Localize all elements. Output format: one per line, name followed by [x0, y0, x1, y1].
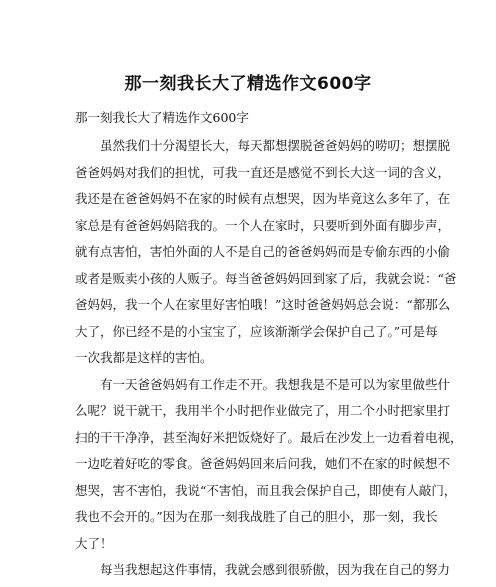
body-line: 有一天爸爸妈妈有工作走不开。我想我是不是可以为家里做些什 — [100, 376, 451, 392]
body-line: 大了！ — [75, 535, 113, 551]
body-line: 爸爸妈妈对我们的担忧，可我一直还是感觉不到长大这一词的含义， — [75, 164, 451, 180]
body-line: 想哭，害不害怕，我说“不害怕，而且我会保护自己，即使有人敲门， — [75, 482, 457, 498]
body-line: 就有点害怕，害怕外面的人不是自己的爸爸妈妈而是专偷东西的小偷 — [75, 244, 451, 259]
body-line: 或者是贩卖小孩的人贩子。每当爸爸妈妈回到家了后，我就会说：“爸 — [75, 270, 457, 286]
body-line: 么呢？说干就干，我用半个小时把作业做完了，用二个小时把家里打 — [75, 403, 451, 418]
body-line: 家总是有爸爸妈妈陪我的。一个人在家时，只要听到外面有脚步声， — [75, 217, 451, 233]
body-line: 虽然我们十分渴望长大，每天都想摆脱爸爸妈妈的唠叨；想摆脱 — [100, 138, 451, 153]
body-line: 每当我想起这件事情，我就会感到很骄傲，因为我在自己的努力 — [100, 562, 451, 577]
document-body — [75, 136, 463, 587]
body-line: 一次我都是这样的害怕。 — [75, 350, 213, 365]
body-line: 大了，你已经不是的小宝宝了，应该渐渐学会保护自己了。”可是每 — [75, 323, 438, 339]
body-line: 一边吃着好吃的零食。爸爸妈妈回来后问我，她们不在家的时候想不 — [75, 456, 451, 471]
document-title: 那一刻我长大了精选作文600字 — [124, 74, 372, 94]
body-line: 爸妈妈，我一个人在家里好害怕哦！”这时爸爸妈妈总会说：“都那么 — [75, 297, 451, 312]
body-line: 我还是在爸爸妈妈不在家的时候有点想哭，因为毕竟这么多年了，在 — [75, 191, 451, 206]
body-line: 我也不会开的。”因为在那一刻我战胜了自己的胆小，那一刻，我长 — [75, 509, 438, 524]
document-subtitle: 那一刻我长大了精选作文600字 — [75, 110, 249, 125]
body-line: 扫的干干净净，甚至淘好米把饭烧好了。最后在沙发上一边看着电视， — [75, 429, 463, 445]
